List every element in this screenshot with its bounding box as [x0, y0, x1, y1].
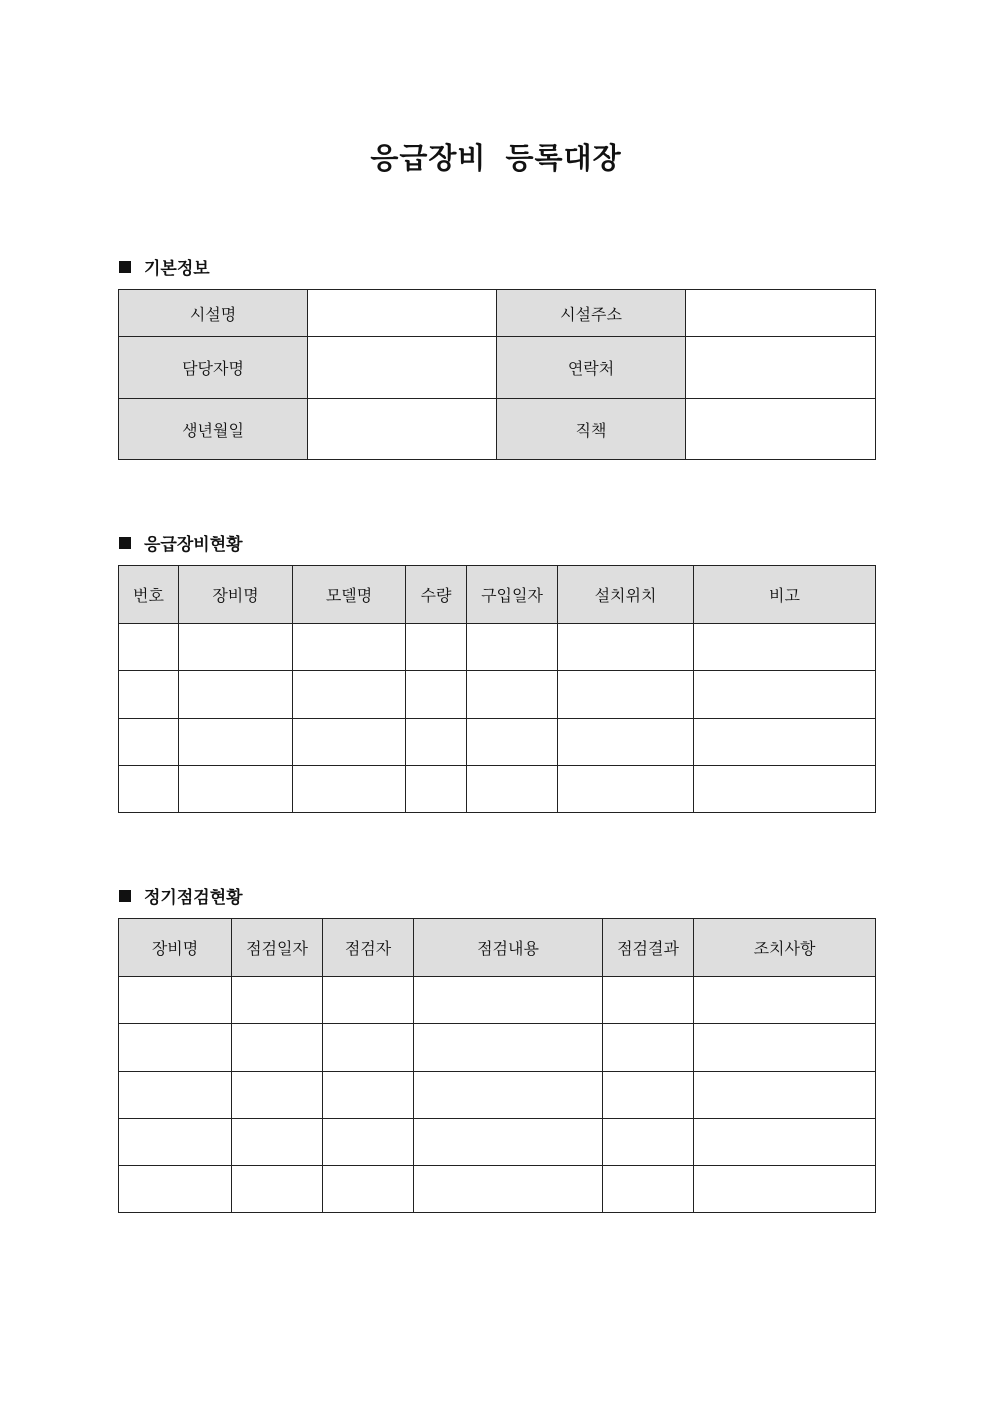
position-field[interactable]	[686, 399, 876, 460]
table-cell[interactable]	[232, 1119, 323, 1166]
table-cell[interactable]	[414, 1166, 603, 1213]
table-cell[interactable]	[323, 1166, 414, 1213]
table-cell[interactable]	[694, 719, 876, 766]
table-cell[interactable]	[293, 671, 406, 719]
section-heading-label: 응급장비현황	[144, 535, 243, 555]
table-cell[interactable]	[323, 977, 414, 1024]
table-cell[interactable]	[232, 977, 323, 1024]
table-cell[interactable]	[414, 977, 603, 1024]
table-cell[interactable]	[119, 1072, 232, 1119]
position-label: 직책	[497, 399, 686, 460]
basic-info-table	[118, 289, 876, 460]
col-header-equipment-name: 장비명	[119, 919, 232, 977]
page-title: 응급장비 등록대장	[370, 141, 622, 175]
table-cell[interactable]	[694, 671, 876, 719]
table-cell[interactable]	[603, 1119, 694, 1166]
table-cell[interactable]	[406, 624, 467, 671]
table-cell[interactable]	[293, 719, 406, 766]
table-cell[interactable]	[119, 766, 179, 813]
birth-date-field[interactable]	[308, 399, 497, 460]
black-square-icon	[119, 261, 131, 273]
table-row	[119, 766, 876, 813]
table-cell[interactable]	[558, 719, 694, 766]
table-cell[interactable]	[323, 1072, 414, 1119]
section-heading-label: 정기점검현황	[144, 888, 243, 908]
table-row	[119, 719, 876, 766]
col-header-inspection-date: 점검일자	[232, 919, 323, 977]
col-header-inspector: 점검자	[323, 919, 414, 977]
table-cell[interactable]	[558, 624, 694, 671]
manager-name-label: 담당자명	[119, 337, 308, 399]
col-header-actions-taken: 조치사항	[694, 919, 876, 977]
table-cell[interactable]	[467, 719, 558, 766]
table-row	[119, 624, 876, 671]
table-cell[interactable]	[694, 1166, 876, 1213]
table-cell[interactable]	[558, 766, 694, 813]
table-row	[119, 1024, 876, 1072]
table-cell[interactable]	[293, 766, 406, 813]
table-cell[interactable]	[232, 1024, 323, 1072]
table-cell[interactable]	[694, 624, 876, 671]
facility-name-label: 시설명	[119, 290, 308, 337]
col-header-purchase-date: 구입일자	[467, 566, 558, 624]
table-cell[interactable]	[694, 766, 876, 813]
table-row	[119, 1119, 876, 1166]
table-cell[interactable]	[603, 977, 694, 1024]
table-cell[interactable]	[293, 624, 406, 671]
table-cell[interactable]	[694, 1072, 876, 1119]
inspection-table	[118, 918, 876, 1213]
section-heading-inspection	[119, 883, 243, 908]
section-heading-label: 기본정보	[144, 259, 210, 279]
table-cell[interactable]	[414, 1119, 603, 1166]
table-cell[interactable]	[694, 1024, 876, 1072]
table-cell[interactable]	[119, 671, 179, 719]
table-cell[interactable]	[323, 1119, 414, 1166]
table-row	[119, 290, 876, 337]
contact-label: 연락처	[497, 337, 686, 399]
birth-date-label: 생년월일	[119, 399, 308, 460]
col-header-number: 번호	[119, 566, 179, 624]
facility-name-field[interactable]	[308, 290, 497, 337]
table-cell[interactable]	[232, 1072, 323, 1119]
table-cell[interactable]	[467, 671, 558, 719]
col-header-model-name: 모델명	[293, 566, 406, 624]
col-header-inspection-result: 점검결과	[603, 919, 694, 977]
table-cell[interactable]	[414, 1072, 603, 1119]
col-header-inspection-details: 점검내용	[414, 919, 603, 977]
table-cell[interactable]	[414, 1024, 603, 1072]
table-cell[interactable]	[179, 671, 293, 719]
table-row	[119, 337, 876, 399]
table-header-row	[119, 919, 876, 977]
table-header-row	[119, 566, 876, 624]
col-header-equipment-name: 장비명	[179, 566, 293, 624]
col-header-install-location: 설치위치	[558, 566, 694, 624]
manager-name-field[interactable]	[308, 337, 497, 399]
table-cell[interactable]	[467, 766, 558, 813]
table-row	[119, 1166, 876, 1213]
table-cell[interactable]	[119, 719, 179, 766]
table-cell[interactable]	[694, 977, 876, 1024]
table-cell[interactable]	[558, 671, 694, 719]
table-cell[interactable]	[603, 1072, 694, 1119]
col-header-remarks: 비고	[694, 566, 876, 624]
table-row	[119, 671, 876, 719]
table-cell[interactable]	[119, 977, 232, 1024]
table-cell[interactable]	[694, 1119, 876, 1166]
table-cell[interactable]	[323, 1024, 414, 1072]
table-cell[interactable]	[603, 1166, 694, 1213]
section-heading-basic	[119, 254, 210, 279]
equipment-table	[118, 565, 876, 813]
table-row	[119, 977, 876, 1024]
table-cell[interactable]	[119, 1024, 232, 1072]
table-row	[119, 399, 876, 460]
table-cell[interactable]	[179, 766, 293, 813]
table-cell[interactable]	[119, 624, 179, 671]
table-cell[interactable]	[603, 1024, 694, 1072]
contact-field[interactable]	[686, 337, 876, 399]
table-cell[interactable]	[406, 766, 467, 813]
table-cell[interactable]	[179, 624, 293, 671]
table-cell[interactable]	[232, 1166, 323, 1213]
table-cell[interactable]	[467, 624, 558, 671]
facility-address-field[interactable]	[686, 290, 876, 337]
black-square-icon	[119, 537, 131, 549]
table-cell[interactable]	[119, 1166, 232, 1213]
table-cell[interactable]	[179, 719, 293, 766]
col-header-quantity: 수량	[406, 566, 467, 624]
section-heading-equipment	[119, 530, 243, 555]
facility-address-label: 시설주소	[497, 290, 686, 337]
table-row	[119, 1072, 876, 1119]
table-cell[interactable]	[406, 671, 467, 719]
black-square-icon	[119, 890, 131, 902]
table-cell[interactable]	[406, 719, 467, 766]
table-cell[interactable]	[119, 1119, 232, 1166]
